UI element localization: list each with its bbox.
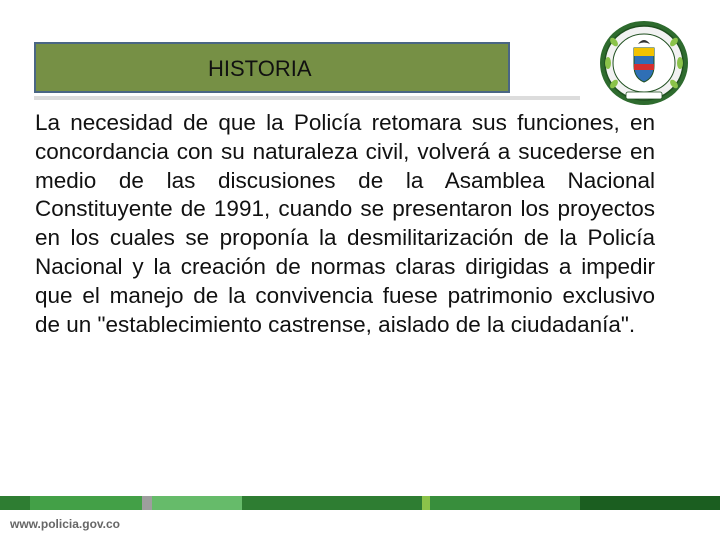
history-paragraph: La necesidad de que la Policía retomara sus funciones, en concordancia con su naturaleza civil, volverá a sucederse en medio de las discusiones de la Asamblea Nacional Constituyente de 1991, cuando se presentaron los proyectos en los cuales se proponía la desmilitarización de la Policía Nacional y la creación de normas claras dirigidas a impedir que el manejo de la convivencia fuese patrimonio exclusivo de un "establecimiento castrense, aislado de la ciudadanía". bbox=[35, 110, 655, 337]
slide-title: HISTORIA bbox=[208, 56, 312, 81]
footer-color-bar bbox=[0, 496, 720, 510]
footer-website-url[interactable]: www.policia.gov.co bbox=[10, 517, 121, 531]
title-divider bbox=[34, 96, 580, 100]
policia-nacional-emblem-icon bbox=[596, 18, 692, 108]
